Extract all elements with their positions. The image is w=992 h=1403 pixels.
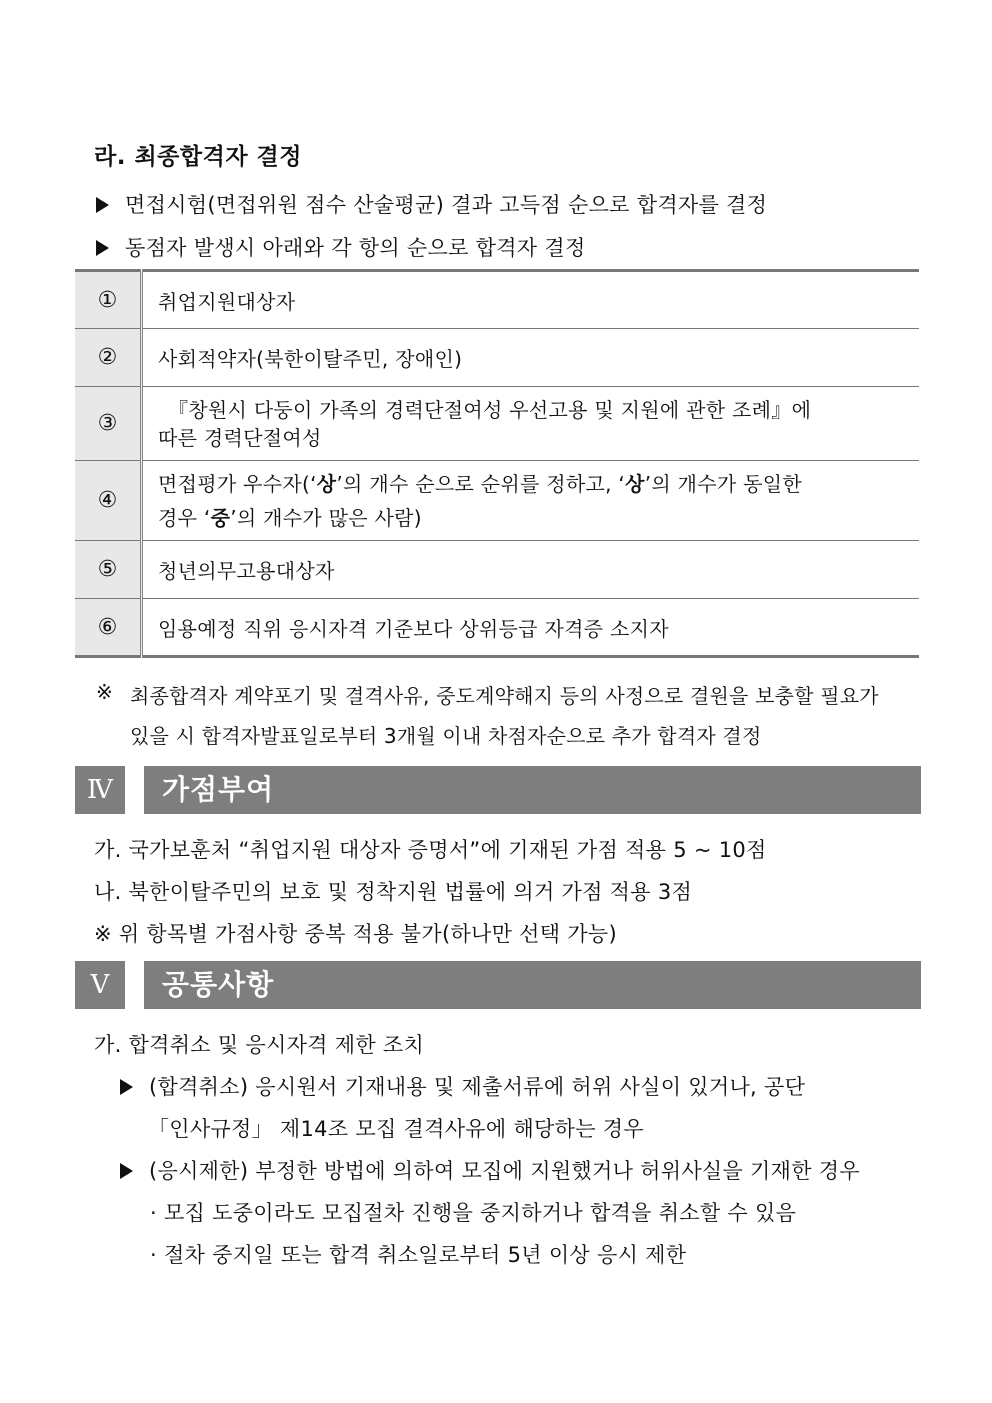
bullet-text: 면접시험(면접위원 점수 산술평균) 결과 고득점 순으로 합격자를 결정 [125, 193, 768, 217]
triangle-bullet-icon [96, 240, 109, 256]
bullet-item [96, 232, 586, 262]
text-run: ’의 개수가 많은 사람) [230, 505, 422, 530]
bold-run: 상 [316, 471, 337, 496]
list-item: 나. 북한이탈주민의 보호 및 정착지원 법률에 의거 가점 적용 3점 [94, 880, 693, 904]
criteria-text: 사회적약자(북한이탈주민, 장애인) [158, 347, 463, 371]
text-run: 면접평가 우수자(‘ [158, 471, 317, 496]
section-5-header [75, 961, 921, 1009]
bullet-text: 동점자 발생시 아래와 각 항의 순으로 합격자 결정 [125, 236, 586, 260]
table-row [75, 599, 919, 657]
section-title: 가점부여 [144, 766, 921, 814]
text-run: ’의 개수 순으로 순위를 정하고, ‘ [336, 471, 626, 496]
list-item: 가. 국가보훈처 “취업지원 대상자 증명서”에 기재된 가점 적용 5 ~ 10점 [94, 838, 767, 862]
criteria-text-line: 따른 경력단절여성 [158, 425, 322, 450]
criteria-text-line: 『창원시 다둥이 가족의 경력단절여성 우선고용 및 지원에 관한 조례』에 [168, 397, 812, 422]
note-line: 있을 시 합격자발표일로부터 3개월 이내 차점자순으로 추가 합격자 결정 [130, 724, 762, 748]
criteria-number: ⑥ [75, 599, 142, 657]
bullet-item [120, 1071, 805, 1101]
bullet-text-continuation: 「인사규정」 제14조 모집 결격사유에 해당하는 경우 [148, 1117, 644, 1141]
text-run: ’의 개수가 동일한 [644, 471, 803, 496]
table-row [75, 271, 919, 329]
dot-item: · 절차 중지일 또는 합격 취소일로부터 5년 이상 응시 제한 [150, 1243, 687, 1267]
dot-item: · 모집 도중이라도 모집절차 진행을 중지하거나 합격을 취소할 수 있음 [150, 1201, 797, 1225]
criteria-text [142, 387, 920, 461]
table-row [75, 387, 919, 461]
triangle-bullet-icon [120, 1079, 133, 1095]
criteria-text: 임용예정 직위 응시자격 기준보다 상위등급 자격증 소지자 [158, 616, 669, 641]
criteria-text: 청년의무고용대상자 [158, 559, 335, 583]
table-row [75, 461, 919, 541]
criteria-text [142, 461, 920, 541]
bullet-text: (합격취소) 응시원서 기재내용 및 제출서류에 허위 사실이 있거나, 공단 [149, 1075, 806, 1099]
text-run: 경우 ‘ [158, 505, 211, 530]
table-row [75, 541, 919, 599]
subheading: 가. 합격취소 및 응시자격 제한 조치 [94, 1033, 425, 1057]
triangle-bullet-icon [120, 1163, 133, 1179]
bullet-item [96, 189, 767, 219]
tie-break-table [75, 269, 919, 658]
section-number: Ⅴ [75, 961, 125, 1009]
section-heading: 라. 최종합격자 결정 [94, 144, 302, 170]
criteria-number: ③ [75, 387, 142, 461]
criteria-number: ① [75, 271, 142, 329]
section-title: 공통사항 [144, 961, 921, 1009]
criteria-text: 취업지원대상자 [158, 289, 296, 314]
note-line: 최종합격자 계약포기 및 결격사유, 중도계약해지 등의 사정으로 결원을 보충할 필요가 [130, 684, 879, 708]
triangle-bullet-icon [96, 197, 109, 213]
criteria-number: ⑤ [75, 541, 142, 599]
criteria-number: ④ [75, 461, 142, 541]
table-row [75, 329, 919, 387]
note-mark: ※ [96, 680, 113, 704]
bold-run: 중 [210, 505, 231, 530]
bullet-text: (응시제한) 부정한 방법에 의하여 모집에 지원했거나 허위사실을 기재한 경우 [149, 1159, 860, 1183]
section-4-header [75, 766, 921, 814]
bold-run: 상 [625, 471, 645, 496]
list-item: ※ 위 항목별 가점사항 중복 적용 불가(하나만 선택 가능) [94, 922, 617, 946]
section-number: Ⅳ [75, 766, 125, 814]
bullet-item [120, 1155, 860, 1185]
criteria-number: ② [75, 329, 142, 387]
